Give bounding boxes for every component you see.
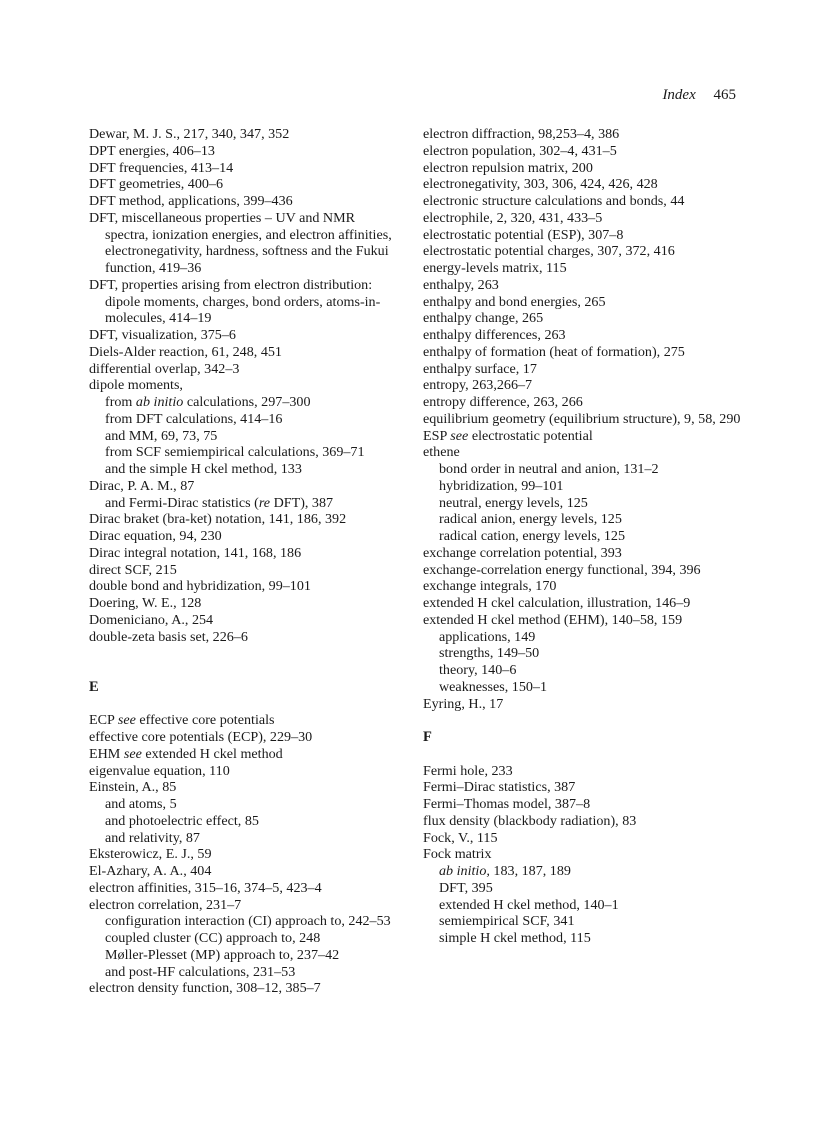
index-subentry: hybridization, 99–101 [439, 477, 564, 494]
index-entry: El-Azhary, A. A., 404 [89, 863, 212, 879]
index-subentry: from DFT calculations, 414–16 [105, 410, 283, 427]
index-entry: DFT, visualization, 375–6 [89, 327, 236, 343]
entry-text: electrostatic potential [468, 427, 593, 444]
index-entry: DFT, properties arising from electron distribution: dipole moments, charges, bond orders, atoms-in-molecules, 414–19 [89, 276, 381, 327]
index-entry: effective core potentials (ECP), 229–30 [89, 729, 313, 745]
index-entry: enthalpy surface, 17 [423, 360, 537, 377]
index-entry: enthalpy and bond energies, 265 [423, 293, 606, 310]
entry-text: effective core potentials [135, 712, 275, 729]
index-subentry [439, 863, 743, 880]
index-entry: exchange-correlation energy functional, 394, 396 [423, 561, 701, 578]
index-subentry: and relativity, 87 [105, 829, 200, 846]
index-entry: Einstein, A., 85 [89, 779, 177, 796]
index-entry: electron correlation, 231–7 [89, 896, 242, 913]
index-entry: DPT energies, 406–13 [89, 142, 215, 159]
index-entry [89, 712, 399, 729]
index-entry: energy-levels matrix, 115 [423, 260, 567, 276]
index-entry: Dirac integral notation, 141, 168, 186 [89, 544, 302, 561]
index-column-right [423, 126, 743, 947]
index-subentry: configuration interaction (CI) approach to, 242–53 [105, 913, 391, 930]
index-entry: DFT, miscellaneous properties – UV and NMR spectra, ionization energies, and electron affinities, electronegativity, hardness, softness and the Fukui function, 419–36 [89, 209, 392, 276]
index-entry: direct SCF, 215 [89, 561, 177, 578]
index-subentry: and the simple H ckel method, 133 [105, 461, 302, 477]
blank-line [89, 662, 399, 679]
entry-text: 183, 187, 189 [489, 863, 571, 879]
italic-term: ab initio, [439, 863, 490, 879]
index-entry: Eksterowicz, E. J., 59 [89, 846, 212, 863]
blank-line [423, 746, 743, 763]
index-subentry: theory, 140–6 [439, 662, 517, 678]
index-entry: double bond and hybridization, 99–101 [89, 578, 311, 595]
entry-text: ESP [423, 427, 451, 444]
index-subentry: extended H ckel method, 140–1 [439, 896, 619, 913]
index-entry: Domeniciano, A., 254 [89, 611, 214, 628]
index-entry [89, 746, 399, 763]
index-subentry: and photoelectric effect, 85 [105, 812, 259, 829]
index-entry: equilibrium geometry (equilibrium structure), 9, 58, 290 [423, 410, 741, 427]
index-entry: entropy, 263,266–7 [423, 377, 533, 394]
index-subentry: strengths, 149–50 [439, 645, 540, 662]
blank-line [89, 696, 399, 713]
entry-text: ECP [89, 712, 118, 729]
index-entry: electron diffraction, 98,253–4, 386 [423, 126, 620, 142]
index-subentry: semiempirical SCF, 341 [439, 913, 575, 930]
index-entry: electronegativity, 303, 306, 424, 426, 428 [423, 176, 658, 193]
index-entry: exchange correlation potential, 393 [423, 544, 622, 561]
section-title: Index [662, 87, 696, 103]
italic-term: see [117, 712, 136, 729]
italic-term: re [258, 494, 271, 511]
index-entry: DFT geometries, 400–6 [89, 176, 224, 193]
entry-text: and Fermi-Dirac statistics ( [105, 494, 259, 511]
section-letter: E [89, 678, 99, 695]
index-entry: Fermi–Thomas model, 387–8 [423, 796, 591, 812]
index-entry: enthalpy differences, 263 [423, 327, 566, 343]
index-subentry: and MM, 69, 73, 75 [105, 427, 218, 444]
index-entry: entropy difference, 263, 266 [423, 394, 583, 410]
index-entry: dipole moments, [89, 377, 183, 394]
index-subentry: applications, 149 [439, 628, 536, 645]
index-subentry: weaknesses, 150–1 [439, 678, 548, 695]
index-subentry: radical anion, energy levels, 125 [439, 511, 622, 528]
index-subentry: Møller-Plesset (MP) approach to, 237–42 [105, 946, 340, 963]
running-header [662, 86, 736, 104]
index-entry: electrophile, 2, 320, 431, 433–5 [423, 209, 603, 226]
italic-term: ab initio [135, 394, 184, 410]
index-entry: enthalpy, 263 [423, 276, 499, 293]
index-entry: Dirac equation, 94, 230 [89, 528, 222, 544]
index-entry: exchange integrals, 170 [423, 578, 557, 595]
page-number: 465 [713, 87, 736, 103]
index-entry: enthalpy change, 265 [423, 310, 544, 327]
italic-term: see [123, 745, 142, 762]
entry-text: from [105, 394, 136, 410]
index-entry: Fock matrix [423, 846, 492, 863]
index-entry: eigenvalue equation, 110 [89, 762, 230, 779]
index-entry: extended H ckel calculation, illustration, 146–9 [423, 595, 691, 611]
index-entry: electron repulsion matrix, 200 [423, 159, 593, 176]
index-entry: Doering, W. E., 128 [89, 595, 202, 611]
index-entry: enthalpy of formation (heat of formation), 275 [423, 343, 685, 360]
entry-text: DFT), 387 [270, 494, 334, 511]
index-entry: Dirac, P. A. M., 87 [89, 477, 195, 494]
index-subentry: DFT, 395 [439, 879, 493, 896]
index-entry: DFT method, applications, 399–436 [89, 193, 293, 209]
entry-text: EHM [89, 745, 124, 762]
index-entry: DFT frequencies, 413–14 [89, 159, 234, 176]
index-entry [423, 428, 743, 445]
index-entry: Fermi hole, 233 [423, 762, 513, 779]
index-subentry: and post-HF calculations, 231–53 [105, 963, 296, 980]
index-entry: double-zeta basis set, 226–6 [89, 628, 248, 645]
index-entry: electrostatic potential (ESP), 307–8 [423, 226, 624, 243]
blank-line [423, 712, 743, 729]
index-subentry [105, 394, 399, 411]
index-entry: electron affinities, 315–16, 374–5, 423–4 [89, 879, 322, 896]
index-entry: Dewar, M. J. S., 217, 340, 347, 352 [89, 126, 290, 142]
index-entry: electron density function, 308–12, 385–7 [89, 980, 321, 997]
index-entry: Dirac braket (bra-ket) notation, 141, 186, 392 [89, 511, 347, 528]
index-entry: flux density (blackbody radiation), 83 [423, 812, 637, 829]
entry-text: extended H ckel method [141, 745, 283, 762]
index-entry: Fermi–Dirac statistics, 387 [423, 779, 576, 796]
index-subentry: radical cation, energy levels, 125 [439, 528, 626, 544]
index-entry: extended H ckel method (EHM), 140–58, 159 [423, 611, 683, 628]
index-subentry: simple H ckel method, 115 [439, 930, 591, 946]
italic-term: see [450, 427, 469, 444]
index-column-left [89, 126, 399, 997]
index-entry: Fock, V., 115 [423, 829, 498, 846]
index-subentry: neutral, energy levels, 125 [439, 494, 588, 511]
index-entry: electron population, 302–4, 431–5 [423, 142, 617, 159]
index-subentry: from SCF semiempirical calculations, 369–71 [105, 444, 365, 461]
section-letter: F [423, 729, 432, 745]
index-entry: electrostatic potential charges, 307, 372, 416 [423, 243, 675, 260]
blank-line [89, 645, 399, 662]
entry-text: calculations, 297–300 [183, 394, 311, 410]
index-entry: electronic structure calculations and bonds, 44 [423, 193, 685, 209]
index-subentry: coupled cluster (CC) approach to, 248 [105, 930, 321, 946]
index-subentry: and atoms, 5 [105, 796, 177, 812]
index-subentry [105, 495, 399, 512]
index-subentry: bond order in neutral and anion, 131–2 [439, 461, 659, 477]
index-entry: Eyring, H., 17 [423, 695, 504, 712]
index-entry: ethene [423, 444, 460, 461]
index-entry: differential overlap, 342–3 [89, 360, 240, 377]
index-entry: Diels-Alder reaction, 61, 248, 451 [89, 343, 282, 360]
